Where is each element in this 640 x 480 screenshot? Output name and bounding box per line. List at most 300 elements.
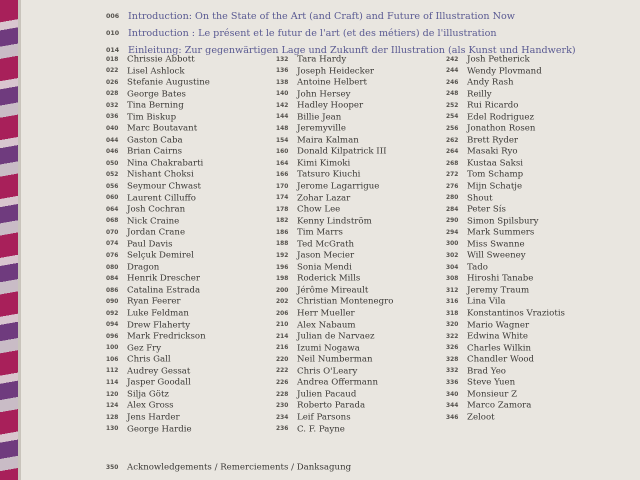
page-number: 090 xyxy=(106,299,119,306)
page-number: 070 xyxy=(106,229,119,236)
toc-entry xyxy=(446,227,565,239)
page-number: 220 xyxy=(276,356,289,363)
page-number: 318 xyxy=(446,310,459,317)
toc-entry xyxy=(276,320,393,332)
page-number: 060 xyxy=(106,195,119,202)
toc-entry xyxy=(106,204,210,216)
intro-list xyxy=(106,7,576,58)
artist-name: Donald Kilpatrick III xyxy=(297,147,387,158)
toc-entry xyxy=(276,54,393,66)
page-number: 254 xyxy=(446,114,459,121)
toc-entry xyxy=(276,216,393,228)
page-number: 178 xyxy=(276,206,289,213)
artist-name: Masaki Ryo xyxy=(467,147,518,158)
artist-name: Alex Gross xyxy=(127,401,174,412)
toc-entry xyxy=(276,343,393,355)
artist-name: George Hardie xyxy=(127,424,192,435)
toc-entry xyxy=(106,424,210,436)
toc-entry xyxy=(276,308,393,320)
page-number: 106 xyxy=(106,356,119,363)
page-number: 244 xyxy=(446,68,459,75)
toc-entry xyxy=(106,135,210,147)
artist-column-2 xyxy=(276,54,393,435)
page-number: 182 xyxy=(276,218,289,225)
artist-name: Edel Rodriguez xyxy=(467,112,534,123)
page-number: 246 xyxy=(446,79,459,86)
page-number: 142 xyxy=(276,102,289,109)
page-number: 248 xyxy=(446,91,459,98)
artist-column-1 xyxy=(106,54,210,435)
page-number: 216 xyxy=(276,345,289,352)
artist-name: Tatsuro Kiuchi xyxy=(297,170,361,181)
artist-name: Stefanie Augustine xyxy=(127,77,210,88)
toc-entry xyxy=(276,77,393,89)
page-number: 226 xyxy=(276,380,289,387)
toc-entry xyxy=(446,273,565,285)
artist-name: Nishant Choksi xyxy=(127,170,194,181)
artist-name: Jason Mecier xyxy=(297,251,355,262)
toc-entry xyxy=(106,216,210,228)
toc-entry xyxy=(276,354,393,366)
artist-name: Hadley Hooper xyxy=(297,100,364,111)
page-number: 268 xyxy=(446,160,459,167)
page-number: 328 xyxy=(446,356,459,363)
page-number: 096 xyxy=(106,333,119,340)
artist-name: Zeloot xyxy=(467,412,495,423)
page-number: 316 xyxy=(446,299,459,306)
toc-entry xyxy=(276,262,393,274)
toc-entry xyxy=(276,193,393,205)
page-number: 196 xyxy=(276,264,289,271)
page-number: 112 xyxy=(106,368,119,375)
toc-entry xyxy=(106,320,210,332)
toc-entry xyxy=(276,366,393,378)
page-number: 006 xyxy=(106,13,120,20)
toc-entry xyxy=(446,100,565,112)
toc-entry xyxy=(446,169,565,181)
artist-name: Izumi Nogawa xyxy=(297,343,360,354)
toc-entry xyxy=(106,239,210,251)
artist-name: Monsieur Z xyxy=(467,389,518,400)
artist-name: Neil Numberman xyxy=(297,354,373,365)
page-number: 046 xyxy=(106,149,119,156)
toc-entry xyxy=(106,377,210,389)
toc-entry xyxy=(106,308,210,320)
artist-name: Tim Biskup xyxy=(127,112,177,123)
page-number: 154 xyxy=(276,137,289,144)
toc-entry xyxy=(446,135,565,147)
toc-entry xyxy=(106,296,210,308)
page-number: 344 xyxy=(446,403,459,410)
page-number: 350 xyxy=(106,464,119,471)
page-number: 068 xyxy=(106,218,119,225)
toc-entry xyxy=(446,158,565,170)
artist-column-3 xyxy=(446,54,565,424)
toc-entry xyxy=(276,424,393,436)
page-number: 094 xyxy=(106,322,119,329)
page-number: 340 xyxy=(446,391,459,398)
page-number: 138 xyxy=(276,79,289,86)
page-number: 230 xyxy=(276,403,289,410)
page-number: 018 xyxy=(106,56,119,63)
toc-entry xyxy=(446,146,565,158)
artist-name: Jérôme Mireault xyxy=(297,285,369,296)
intro-title: Introduction: On the State of the Art (and Craft) and Future of Illustration Now xyxy=(128,11,516,22)
artist-name: Nick Craine xyxy=(127,216,180,227)
page-number: 084 xyxy=(106,276,119,283)
toc-entry xyxy=(106,181,210,193)
page-number: 198 xyxy=(276,276,289,283)
toc-entry xyxy=(276,377,393,389)
toc-entry xyxy=(106,89,210,101)
page-number: 312 xyxy=(446,287,459,294)
page-number: 026 xyxy=(106,79,119,86)
toc-entry xyxy=(106,100,210,112)
page-number: 202 xyxy=(276,299,289,306)
toc-entry xyxy=(106,343,210,355)
artist-name: Andy Rash xyxy=(467,77,514,88)
artist-name: Josh Cochran xyxy=(127,204,186,215)
page-number: 276 xyxy=(446,183,459,190)
artist-name: Konstantinos Vraziotis xyxy=(467,308,565,319)
artist-name: Herr Mueller xyxy=(297,308,355,319)
page-number: 272 xyxy=(446,172,459,179)
toc-entry xyxy=(276,66,393,78)
toc-entry xyxy=(446,250,565,262)
toc-entry xyxy=(446,354,565,366)
page-number: 300 xyxy=(446,241,459,248)
acknowledgements-title: Acknowledgements / Remerciements / Danksagung xyxy=(127,462,352,473)
artist-name: Andrea Offermann xyxy=(297,378,378,389)
toc-entry xyxy=(106,54,210,66)
artist-name: Dragon xyxy=(127,262,160,273)
toc-entry xyxy=(276,100,393,112)
acknowledgements-entry xyxy=(106,460,351,475)
artist-name: Jasper Goodall xyxy=(127,378,191,389)
toc-entry xyxy=(446,181,565,193)
artist-name: Tina Berning xyxy=(127,100,184,111)
toc-entry xyxy=(276,331,393,343)
artist-name: Mark Fredrickson xyxy=(127,331,206,342)
artist-name: Mario Wagner xyxy=(467,320,530,331)
page-number: 192 xyxy=(276,253,289,260)
artist-name: Chrissie Abbott xyxy=(127,54,195,65)
toc-entry xyxy=(446,204,565,216)
artist-name: Tara Hardy xyxy=(297,54,347,65)
toc-entry xyxy=(446,331,565,343)
artist-name: Shout xyxy=(467,193,493,204)
page-number: 160 xyxy=(276,149,289,156)
page-number: 050 xyxy=(106,160,119,167)
toc-entry xyxy=(276,400,393,412)
page-number: 086 xyxy=(106,287,119,294)
artist-name: C. F. Payne xyxy=(297,424,345,435)
artist-name: Edwina White xyxy=(467,331,528,342)
page-number: 032 xyxy=(106,102,119,109)
artist-name: Hiroshi Tanabe xyxy=(467,274,534,285)
artist-name: Zohar Lazar xyxy=(297,193,351,204)
page-number: 080 xyxy=(106,264,119,271)
toc-entry xyxy=(276,296,393,308)
page-number: 130 xyxy=(106,426,119,433)
toc-entry xyxy=(106,77,210,89)
toc-entry xyxy=(446,262,565,274)
toc-entry xyxy=(276,89,393,101)
toc-entry xyxy=(446,320,565,332)
toc-entry xyxy=(446,239,565,251)
artist-name: Reilly xyxy=(467,89,492,100)
artist-name: Jerome Lagarrigue xyxy=(297,181,380,192)
artist-name: Brian Cairns xyxy=(127,147,183,158)
page-number: 166 xyxy=(276,172,289,179)
toc-entry xyxy=(276,158,393,170)
page-number: 308 xyxy=(446,276,459,283)
artist-name: Billie Jean xyxy=(297,112,342,123)
toc-entry xyxy=(276,273,393,285)
artist-name: Marco Zamora xyxy=(467,401,532,412)
toc-entry xyxy=(106,250,210,262)
page-number: 262 xyxy=(446,137,459,144)
page-number: 336 xyxy=(446,380,459,387)
artist-name: Joseph Heidecker xyxy=(297,66,375,77)
toc-entry xyxy=(276,250,393,262)
page-number: 148 xyxy=(276,126,289,132)
toc-entry xyxy=(106,227,210,239)
page-number: 264 xyxy=(446,149,459,156)
artist-name: Lisel Ashlock xyxy=(127,66,185,77)
artist-name: Jeremyville xyxy=(297,124,346,134)
artist-name: Roderick Mills xyxy=(297,274,361,285)
toc-entry xyxy=(106,400,210,412)
toc-entry xyxy=(446,308,565,320)
page-number: 124 xyxy=(106,403,119,410)
page-number: 206 xyxy=(276,310,289,317)
toc-entry xyxy=(106,273,210,285)
page-number: 064 xyxy=(106,206,119,213)
page-number: 174 xyxy=(276,195,289,202)
page-number: 210 xyxy=(276,322,289,329)
artist-name: Simon Spilsbury xyxy=(467,216,539,227)
page-number: 014 xyxy=(106,47,120,54)
toc-entry xyxy=(276,112,393,124)
page-number: 140 xyxy=(276,91,289,98)
page-number: 322 xyxy=(446,333,459,340)
artist-name: Gez Fry xyxy=(127,343,162,354)
page-number: 200 xyxy=(276,287,289,294)
toc-entry xyxy=(446,216,565,228)
page-number: 346 xyxy=(446,414,459,421)
artist-name: Seymour Chwast xyxy=(127,181,201,192)
page-number: 056 xyxy=(106,183,119,190)
toc-entry xyxy=(276,181,393,193)
artist-name: John Hersey xyxy=(297,89,351,100)
artist-name: Jordan Crane xyxy=(127,227,186,238)
artist-name: Laurent Cilluffo xyxy=(127,193,196,204)
toc-entry xyxy=(276,169,393,181)
toc-entry xyxy=(276,135,393,147)
artist-name: Josh Petherick xyxy=(467,54,530,65)
page-number: 304 xyxy=(446,264,459,271)
page-number: 186 xyxy=(276,229,289,236)
toc-entry xyxy=(106,112,210,124)
artist-name: Jens Harder xyxy=(127,412,180,423)
artist-name: Chris O'Leary xyxy=(297,366,358,377)
toc-entry xyxy=(446,366,565,378)
page-number: 036 xyxy=(106,114,119,121)
artist-name: Mijn Schatje xyxy=(467,181,523,192)
toc-entry xyxy=(276,412,393,424)
artist-name: Luke Feldman xyxy=(127,308,189,319)
page-number: 132 xyxy=(276,56,289,63)
artist-name: Tom Schamp xyxy=(467,170,524,181)
toc-entry xyxy=(276,285,393,297)
artist-name: Chow Lee xyxy=(297,204,341,215)
artist-name: Brad Yeo xyxy=(467,366,506,377)
toc-entry xyxy=(446,112,565,124)
page-number: 188 xyxy=(276,241,289,248)
toc-entry xyxy=(106,158,210,170)
toc-entry xyxy=(106,66,210,78)
artist-name: Wendy Plovmand xyxy=(467,66,542,77)
artist-name: Maira Kalman xyxy=(297,135,359,146)
artist-name: Jonathon Rosen xyxy=(467,124,536,134)
artist-name: Miss Swanne xyxy=(467,239,525,250)
page-number: 114 xyxy=(106,380,119,387)
toc-entry xyxy=(106,262,210,274)
artist-name: Sonia Mendi xyxy=(297,262,352,273)
toc-entry xyxy=(276,389,393,401)
page-number: 242 xyxy=(446,56,459,63)
toc-entry xyxy=(446,77,565,89)
artist-name: Steve Yuen xyxy=(467,378,516,389)
artist-name: Julian de Narvaez xyxy=(297,331,375,342)
toc-entry xyxy=(106,412,210,424)
page-number: 136 xyxy=(276,68,289,75)
artist-name: Paul Davis xyxy=(127,239,173,250)
toc-entry xyxy=(276,239,393,251)
artist-name: Will Sweeney xyxy=(467,251,526,262)
artist-name: Ted McGrath xyxy=(297,239,355,250)
intro-title: Introduction : Le présent et le futur de l'art (et des métiers) de l'illustration xyxy=(128,28,497,39)
toc-entry xyxy=(446,400,565,412)
toc-entry xyxy=(446,285,565,297)
toc-entry xyxy=(446,296,565,308)
page-number: 092 xyxy=(106,310,119,317)
artist-name: Charles Wilkin xyxy=(467,343,531,354)
page-number: 128 xyxy=(106,414,119,421)
book-spine-illustration xyxy=(0,0,18,480)
toc-entry xyxy=(106,366,210,378)
toc-entry xyxy=(446,66,565,78)
page-number: 044 xyxy=(106,137,119,144)
page-number: 294 xyxy=(446,229,459,236)
toc-entry xyxy=(446,123,565,135)
artist-name: Marc Boutavant xyxy=(127,124,198,134)
page-number: 222 xyxy=(276,368,289,375)
artist-name: Kustaa Saksi xyxy=(467,158,523,169)
toc-entry xyxy=(276,123,393,135)
artist-name: Selçuk Demirel xyxy=(127,251,194,262)
page-number: 076 xyxy=(106,253,119,260)
artist-name: Brett Ryder xyxy=(467,135,519,146)
artist-name: Roberto Parada xyxy=(297,401,366,412)
artist-name: Nina Chakrabarti xyxy=(127,158,204,169)
page-number: 284 xyxy=(446,206,459,213)
artist-name: Mark Summers xyxy=(467,227,535,238)
page-number: 280 xyxy=(446,195,459,202)
page-number: 052 xyxy=(106,172,119,179)
artist-name: Lina Vila xyxy=(467,297,506,308)
artist-name: Henrik Drescher xyxy=(127,274,200,285)
toc-entry xyxy=(276,146,393,158)
toc-entry xyxy=(106,193,210,205)
artist-name: George Bates xyxy=(127,89,186,100)
toc-entry xyxy=(446,54,565,66)
intro-entry xyxy=(106,7,576,24)
page-number: 236 xyxy=(276,426,289,433)
artist-name: Tim Marrs xyxy=(297,227,343,238)
artist-name: Kenny Lindström xyxy=(297,216,372,227)
artist-name: Christian Montenegro xyxy=(297,297,394,308)
toc-entry xyxy=(106,389,210,401)
toc-entry xyxy=(106,169,210,181)
toc-entry xyxy=(276,227,393,239)
page-number: 302 xyxy=(446,253,459,260)
artist-name: Drew Flaherty xyxy=(127,320,191,331)
artist-name: Antoine Helbert xyxy=(297,77,367,88)
artist-name: Alex Nabaum xyxy=(297,320,356,331)
page-number: 252 xyxy=(446,102,459,109)
page-number: 290 xyxy=(446,218,459,225)
page-number: 022 xyxy=(106,68,119,75)
artist-name: Leif Parsons xyxy=(297,412,351,423)
toc-entry xyxy=(446,377,565,389)
toc-entry xyxy=(106,123,210,135)
artist-name: Tado xyxy=(467,262,488,273)
artist-name: Jeremy Traum xyxy=(467,285,530,296)
page-number: 010 xyxy=(106,30,120,37)
artist-name: Chandler Wood xyxy=(467,354,535,365)
page-number: 074 xyxy=(106,241,119,248)
page-number: 170 xyxy=(276,183,289,190)
toc-entry xyxy=(446,343,565,355)
artist-name: Ryan Feerer xyxy=(127,297,181,308)
page-number: 228 xyxy=(276,391,289,398)
artist-name: Kimi Kimoki xyxy=(297,158,351,169)
artist-name: Catalina Estrada xyxy=(127,285,201,296)
page-number: 120 xyxy=(106,391,119,398)
artist-name: Gaston Caba xyxy=(127,135,183,146)
artist-name: Chris Gall xyxy=(127,354,171,365)
toc-entry xyxy=(446,389,565,401)
toc-entry xyxy=(106,354,210,366)
page-number: 332 xyxy=(446,368,459,375)
toc-entry xyxy=(446,89,565,101)
toc-entry xyxy=(106,331,210,343)
artist-name: Peter Sís xyxy=(467,204,506,215)
toc-entry xyxy=(276,204,393,216)
artist-name: Audrey Gessat xyxy=(127,366,191,377)
artist-name: Silja Götz xyxy=(127,389,169,400)
page-number: 320 xyxy=(446,322,459,329)
intro-entry xyxy=(106,24,576,41)
intro-title: Einleitung: Zur gegenwärtigen Lage und Zukunft der Illustration (als Kunst und Handwerk) xyxy=(128,45,576,56)
page-number: 326 xyxy=(446,345,459,352)
toc-entry xyxy=(446,193,565,205)
page-number: 144 xyxy=(276,114,289,121)
page-number: 040 xyxy=(106,126,119,132)
artist-name: Rui Ricardo xyxy=(467,100,519,111)
